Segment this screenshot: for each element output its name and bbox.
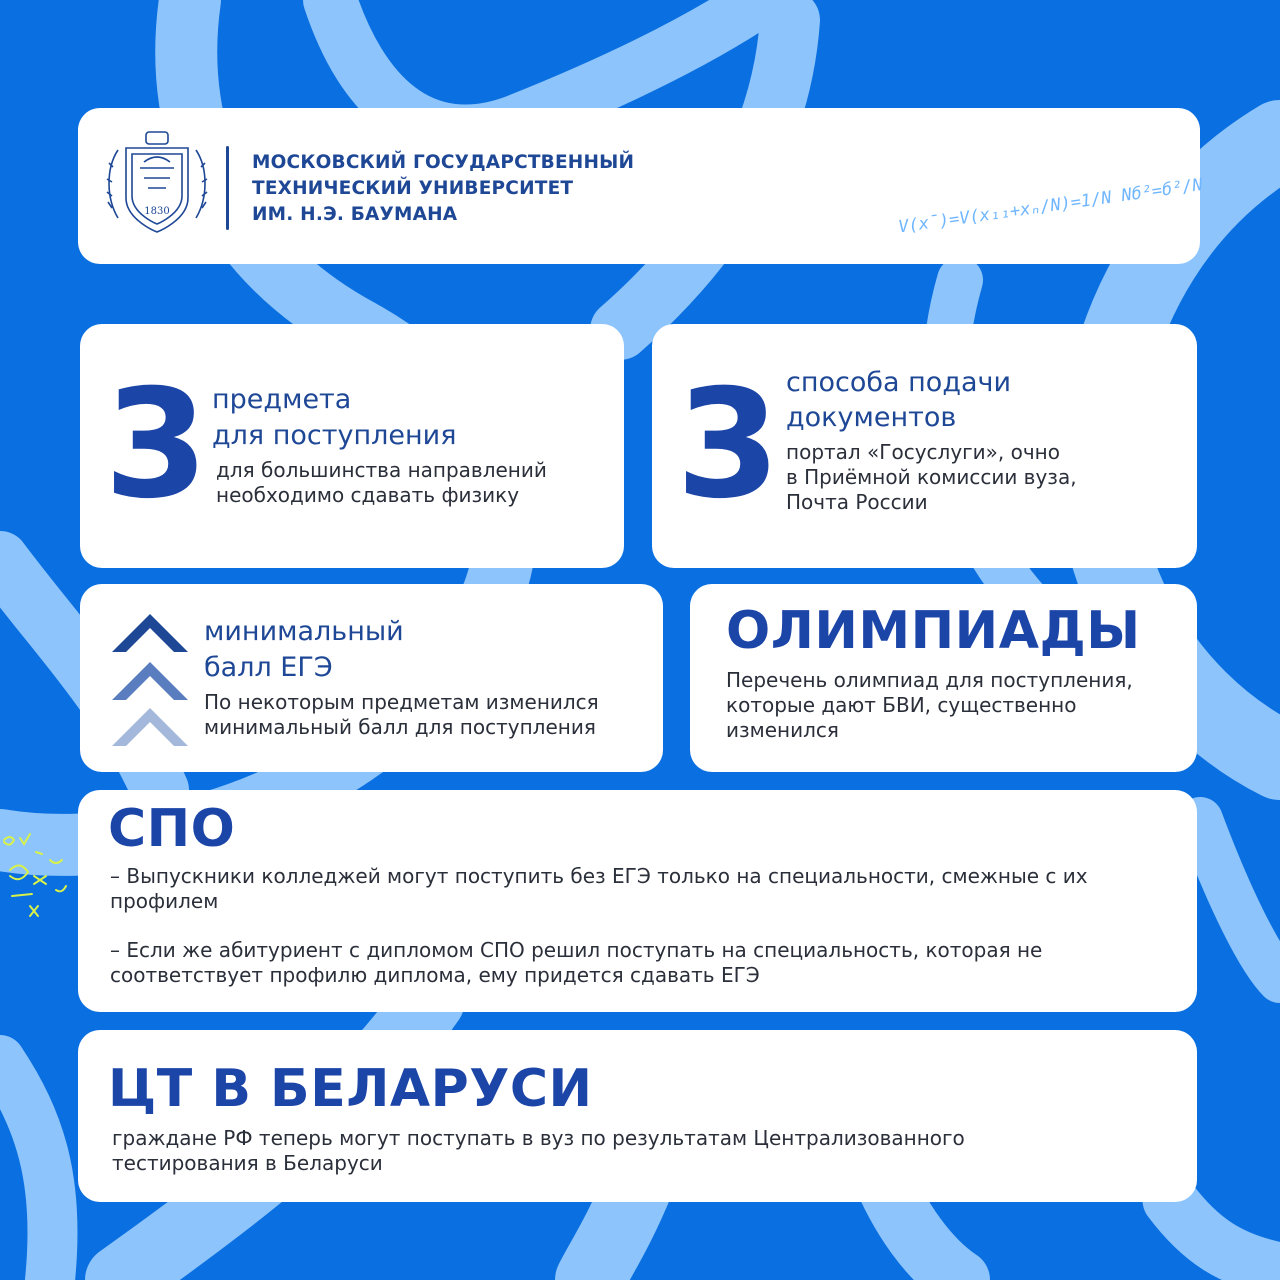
handwritten-formula (892, 140, 1205, 238)
university-name (252, 150, 672, 228)
methods-heading-line-2: документов (786, 402, 957, 433)
university-name-line-1: МОСКОВСКИЙ ГОСУДАРСТВЕННЫЙ (252, 152, 635, 173)
olympiads-card (690, 584, 1197, 772)
side-formula-decoration (0, 820, 80, 930)
ct-title: ЦТ В БЕЛАРУСИ (108, 1059, 593, 1119)
subjects-text-line-1: для большинства направлений (216, 458, 547, 482)
olympiads-title: ОЛИМПИАДЫ (726, 601, 1141, 661)
formula-text: V(x̄)=V(x₁₁+xₙ/N)=1/N Nб²=б²/N (897, 174, 1205, 238)
methods-text-line-3: Почта России (786, 490, 928, 514)
min-score-card (80, 584, 663, 772)
subjects-heading-line-1: предмета (212, 384, 352, 415)
spo-paragraph-1-line-2: профилем (110, 889, 219, 913)
spo-paragraph-2-line-2: соответствует профилю диплома, ему придется сдавать ЕГЭ (110, 963, 760, 987)
methods-text-line-2: в Приёмной комиссии вуза, (786, 465, 1077, 489)
spo-paragraph-1-line-1: – Выпускники колледжей могут поступить без ЕГЭ только на специальности, смежные с их (110, 864, 1088, 888)
methods-number: 3 (676, 358, 781, 532)
min-score-heading-line-1: минимальный (204, 616, 404, 647)
subjects-heading-line-2: для поступления (212, 420, 457, 451)
methods-text-line-1: портал «Госуслуги», очно (786, 440, 1060, 464)
ct-text-line-2: тестирования в Беларуси (112, 1151, 383, 1175)
spo-title: СПО (108, 799, 236, 859)
logo-year: 1830 (144, 206, 170, 217)
bmstu-coat-of-arms-icon (104, 128, 210, 244)
olympiads-text-line-1: Перечень олимпиад для поступления, (726, 668, 1133, 692)
subjects-number: 3 (104, 358, 209, 532)
triple-chevron-up-icon (110, 608, 190, 748)
olympiads-text-line-3: изменился (726, 718, 839, 742)
subjects-text-line-2: необходимо сдавать физику (216, 483, 520, 507)
ct-belarus-card (78, 1030, 1197, 1202)
header-separator (226, 146, 229, 230)
min-score-text-line-1: По некоторым предметам изменился (204, 690, 599, 714)
university-name-line-3: ИМ. Н.Э. БАУМАНА (252, 204, 458, 225)
ct-text-line-1: граждане РФ теперь могут поступать в вуз по результатам Централизованного (112, 1126, 965, 1150)
subjects-card (80, 324, 624, 568)
spo-card (78, 790, 1197, 1012)
min-score-heading-line-2: балл ЕГЭ (204, 652, 333, 683)
university-name-line-2: ТЕХНИЧЕСКИЙ УНИВЕРСИТЕТ (252, 178, 574, 199)
min-score-text-line-2: минимальный балл для поступления (204, 715, 596, 739)
spo-paragraph-2-line-1: – Если же абитуриент с дипломом СПО решил поступать на специальность, которая не (110, 938, 1043, 962)
methods-card (652, 324, 1197, 568)
methods-heading-line-1: способа подачи (786, 367, 1012, 398)
olympiads-text-line-2: которые дают БВИ, существенно (726, 693, 1077, 717)
